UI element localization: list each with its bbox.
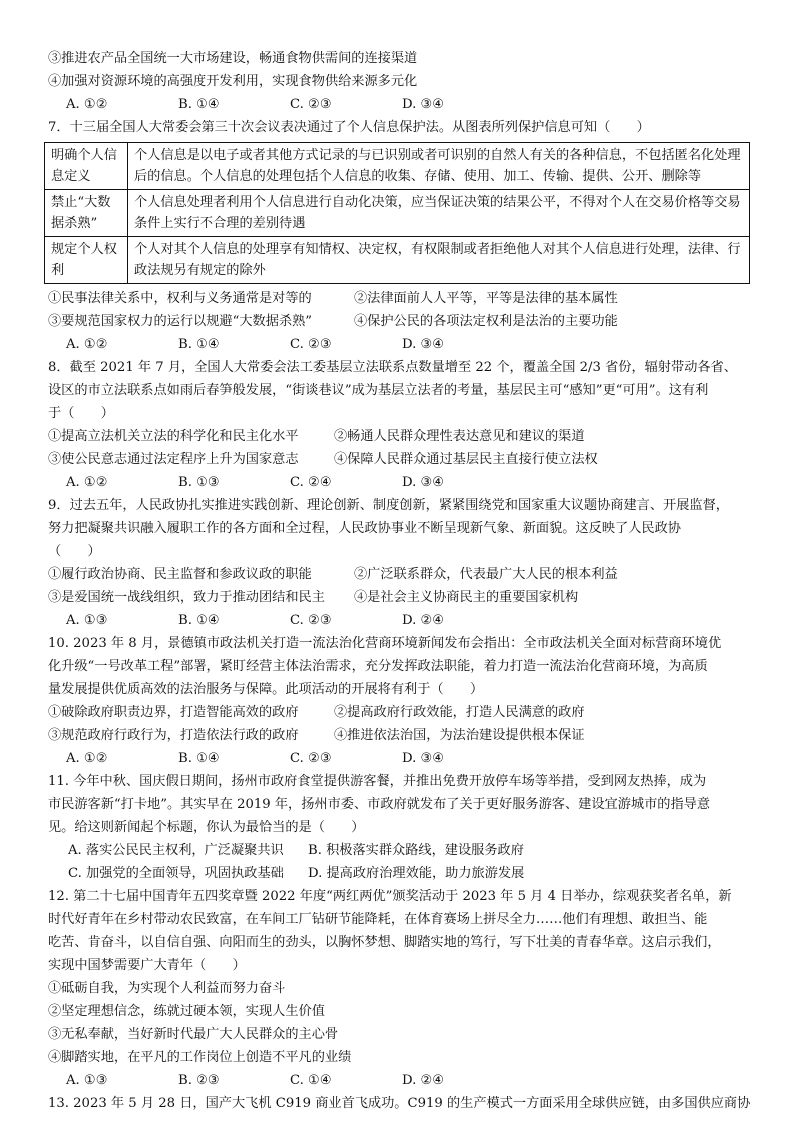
q11-stem-line-2: 市民游客新“打卡地”。其实早在 2019 年，扬州市委、市政府就发布了关于更好服务游客、建设宜游城市的指导意 bbox=[48, 797, 711, 812]
q9-option-a: A. ①③ bbox=[66, 613, 108, 628]
q10-stem-line-3: 量发展提供优质高效的法治服务与保障。此项活动的开展将有利于（ ） bbox=[48, 682, 484, 697]
table-value: 个人对其个人信息的处理享有知情权、决定权，有权限制或者拒绝他人对其个人信息进行处理，法律、行政法规另有规定的除外 bbox=[128, 237, 750, 284]
q9-statement-2: ②广泛联系群众，代表最广大人民的根本利益 bbox=[354, 567, 618, 582]
q8-option-b: B. ①③ bbox=[178, 475, 220, 490]
q13-stem-line-1: 13. 2023 年 5 月 28 日，国产大飞机 C919 商业首飞成功。C919 的生产模式一方面采用全球供应链，由多国供应商协 bbox=[48, 1096, 751, 1111]
q9-statements-34 bbox=[48, 586, 758, 609]
q12-option-a: A. ①③ bbox=[66, 1073, 108, 1088]
q7-options bbox=[48, 333, 758, 356]
q11-option-b: B. 积极落实群众路线，建设服务政府 bbox=[308, 843, 524, 858]
q12-statement-3: ③无私奉献，当好新时代最广大人民群众的主心骨 bbox=[48, 1027, 339, 1042]
q7-option-d: D. ③④ bbox=[402, 337, 445, 352]
q6-option-a: A. ①② bbox=[66, 97, 108, 112]
q12-option-b: B. ②③ bbox=[178, 1073, 220, 1088]
q11-options-cd bbox=[48, 862, 758, 885]
q6-option-c: C. ②③ bbox=[290, 97, 332, 112]
q11-option-c: C. 加强党的全面领导，巩固执政基础 bbox=[68, 866, 284, 881]
q10-option-c: C. ②③ bbox=[290, 751, 332, 766]
q11-option-d: D. 提高政府治理效能，助力旅游发展 bbox=[308, 866, 525, 881]
q10-statements-34 bbox=[48, 724, 758, 747]
q8-statement-4: ④保障人民群众通过基层民主直接行使立法权 bbox=[334, 452, 598, 467]
q7-option-a: A. ①② bbox=[66, 337, 108, 352]
q10-statements-12 bbox=[48, 701, 758, 724]
exam-page bbox=[48, 47, 758, 1115]
q8-option-c: C. ②④ bbox=[290, 475, 332, 490]
q7-statements-34 bbox=[48, 310, 758, 333]
q12-statement-1: ①砥砺自我，为实现个人利益而努力奋斗 bbox=[48, 981, 286, 996]
q12-option-c: C. ①④ bbox=[290, 1073, 332, 1088]
q11-option-a: A. 落实公民民主权利，广泛凝聚共识 bbox=[68, 843, 284, 858]
q8-statements-12 bbox=[48, 425, 758, 448]
q12-stem-line-4: 实现中国梦需要广大青年（ ） bbox=[48, 958, 246, 973]
q10-options bbox=[48, 747, 758, 770]
table-key: 规定个人权利 bbox=[45, 237, 128, 284]
q9-statement-4: ④是社会主义协商民主的重要国家机构 bbox=[354, 590, 579, 605]
q6-option-d: D. ③④ bbox=[402, 97, 445, 112]
q9-option-c: C. ②③ bbox=[290, 613, 332, 628]
q7-option-c: C. ②③ bbox=[290, 337, 332, 352]
table-value: 个人信息是以电子或者其他方式记录的与已识别或者可识别的自然人有关的各种信息，不包括匿名化处理后的信息。个人信息的处理包括个人信息的收集、存储、使用、加工、传输、提供、公开、删除等 bbox=[128, 143, 750, 190]
q10-option-b: B. ①④ bbox=[178, 751, 220, 766]
q8-stem-line-3: 于（ ） bbox=[48, 406, 114, 421]
q7-statement-4: ④保护公民的各项法定权利是法治的主要功能 bbox=[354, 314, 618, 329]
q12-statement-4: ④脚踏实地，在平凡的工作岗位上创造不平凡的业绩 bbox=[48, 1050, 352, 1065]
table-value: 个人信息处理者利用个人信息进行自动化决策，应当保证决策的结果公平，不得对个人在交易价格等交易条件上实行不合理的差别待遇 bbox=[128, 190, 750, 237]
q9-stem-line-3: （ ） bbox=[48, 544, 101, 559]
q7-statement-3: ③要规范国家权力的运行以规避“大数据杀熟” bbox=[48, 314, 313, 329]
q11-options-ab bbox=[48, 839, 758, 862]
q9-statement-3: ③是爱国统一战线组织，致力于推动团结和民主 bbox=[48, 590, 325, 605]
q8-statements-34 bbox=[48, 448, 758, 471]
table-row bbox=[45, 237, 750, 284]
q6-options bbox=[48, 93, 758, 116]
q9-option-b: B. ①④ bbox=[178, 613, 220, 628]
q9-statement-1: ①履行政治协商、民主监督和参政议政的职能 bbox=[48, 567, 312, 582]
q10-statement-3: ③规范政府行政行为，打造依法行政的政府 bbox=[48, 728, 299, 743]
table-row bbox=[45, 190, 750, 237]
q7-info-table bbox=[44, 142, 750, 284]
q12-options bbox=[48, 1069, 758, 1092]
q8-statement-3: ③使公民意志通过法定程序上升为国家意志 bbox=[48, 452, 299, 467]
q7-option-b: B. ①④ bbox=[178, 337, 220, 352]
q12-statement-2: ②坚定理想信念，练就过硬本领，实现人生价值 bbox=[48, 1004, 325, 1019]
q10-statement-4: ④推进依法治国，为法治建设提供根本保证 bbox=[334, 728, 585, 743]
q8-stem-line-1: 8．截至 2021 年 7 月，全国人大常委会法工委基层立法联系点数量增至 22 个，覆盖全国 2/3 省份，辐射带动各省、 bbox=[48, 360, 737, 375]
q8-statement-1: ①提高立法机关立法的科学化和民主化水平 bbox=[48, 429, 299, 444]
q10-option-a: A. ①② bbox=[66, 751, 108, 766]
q12-stem-line-2: 时代好青年在乡村带动农民致富，在车间工厂钻研节能降耗，在体育赛场上拼尽全力……他们有理想、敢担当、能 bbox=[48, 912, 708, 927]
q8-option-a: A. ①② bbox=[66, 475, 108, 490]
q9-option-d: D. ②④ bbox=[402, 613, 445, 628]
q7-statements-12 bbox=[48, 287, 758, 310]
q8-options bbox=[48, 471, 758, 494]
q9-statements-12 bbox=[48, 563, 758, 586]
q9-stem-line-1: 9．过去五年，人民政协扎实推进实践创新、理论创新、制度创新，紧紧围绕党和国家重大议题协商建言、开展监督， bbox=[48, 498, 729, 513]
q7-statement-1: ①民事法律关系中，权利与义务通常是对等的 bbox=[48, 291, 312, 306]
q12-option-d: D. ②④ bbox=[402, 1073, 445, 1088]
q10-statement-2: ②提高政府行政效能，打造人民满意的政府 bbox=[334, 705, 585, 720]
q8-option-d: D. ③④ bbox=[402, 475, 445, 490]
q7-stem: 7．十三届全国人大常委会第三十次会议表决通过了个人信息保护法。从图表所列保护信息可知（ ） bbox=[48, 120, 650, 135]
table-key: 禁止“大数据杀熟” bbox=[45, 190, 128, 237]
q10-stem-line-2: 化升级“一号改革工程”部署，紧盯经营主体法治需求，充分发挥政法职能，着力打造一流法治化营商环境，为高质 bbox=[48, 659, 708, 674]
q10-statement-1: ①破除政府职责边界，打造智能高效的政府 bbox=[48, 705, 299, 720]
q10-option-d: D. ③④ bbox=[402, 751, 445, 766]
q11-stem-line-3: 见。给这则新闻起个标题，你认为最恰当的是（ ） bbox=[48, 820, 365, 835]
q7-statement-2: ②法律面前人人平等，平等是法律的基本属性 bbox=[354, 291, 618, 306]
q12-stem-line-1: 12. 第二十七届中国青年五四奖章暨 2022 年度“两红两优”颁奖活动于 2023 年 5 月 4 日举办，综观获奖者名单，新 bbox=[48, 889, 732, 904]
q8-stem-line-2: 设区的市立法联系点如雨后春笋般发展，“街谈巷议”成为基层立法者的考量，基层民主可“感知”更“可用”。这有利 bbox=[48, 383, 709, 398]
q11-stem-line-1: 11. 今年中秋、国庆假日期间，扬州市政府食堂提供游客餐，并推出免费开放停车场等举措，受到网友热捧，成为 bbox=[48, 774, 707, 789]
table-key: 明确个人信息定义 bbox=[45, 143, 128, 190]
q8-statement-2: ②畅通人民群众理性表达意见和建议的渠道 bbox=[334, 429, 585, 444]
q12-stem-line-3: 吃苦、肯奋斗，以自信自强、向阳而生的劲头，以胸怀梦想、脚踏实地的笃行，写下壮美的青春华章。这启示我们， bbox=[48, 935, 721, 950]
table-row bbox=[45, 143, 750, 190]
q9-stem-line-2: 努力把凝聚共识融入履职工作的各方面和全过程，人民政协事业不断呈现新气象、新面貌。这反映了人民政协 bbox=[48, 521, 681, 536]
q9-options bbox=[48, 609, 758, 632]
q6-statement-3: ③推进农产品全国统一大市场建设，畅通食物供需间的连接渠道 bbox=[48, 51, 418, 66]
q6-statement-4: ④加强对资源环境的高强度开发利用，实现食物供给来源多元化 bbox=[48, 74, 418, 89]
q10-stem-line-1: 10. 2023 年 8 月，景德镇市政法机关打造一流法治化营商环境新闻发布会指出：全市政法机关全面对标营商环境优 bbox=[48, 636, 722, 651]
q6-option-b: B. ①④ bbox=[178, 97, 220, 112]
